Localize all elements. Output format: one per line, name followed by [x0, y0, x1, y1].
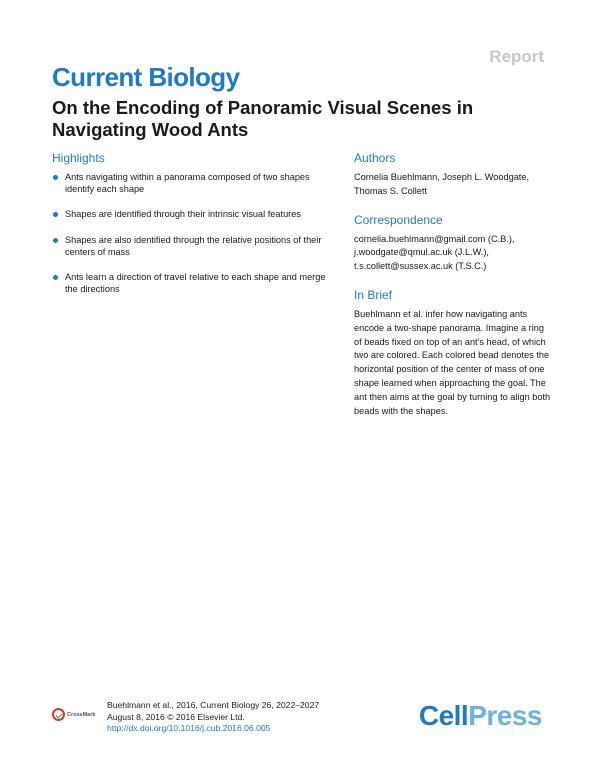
in-brief-section: [354, 288, 554, 418]
publication-date: August 8, 2016 © 2016 Elsevier Ltd.: [107, 711, 245, 722]
crossmark-badge[interactable]: [52, 708, 95, 721]
highlight-text: Shapes are also identified through the relative positions of their centers of mass: [65, 234, 322, 257]
bullet-icon: [53, 212, 58, 217]
correspondence-email-tsc[interactable]: t.s.collett@sussex.ac.uk (T.S.C.): [354, 261, 487, 272]
authors-heading: Authors: [354, 151, 396, 165]
in-brief-text: Buehlmann et al. infer how navigating ants encode a two-shape panorama. Imagine a ring of beads fixed on top of an ant's head, of which two are colored. Each colored bead denotes the horizontal position of the center of mass of one shape learned when approaching the goal. The ant then aims at the goal by turning to align both beads with the shapes.: [354, 308, 551, 416]
cellpress-logo-press: Press: [468, 700, 542, 731]
highlights-section: [52, 151, 337, 308]
doi-link[interactable]: http://dx.doi.org/10.1016/j.cub.2016.06.005: [107, 723, 271, 733]
correspondence-section: [354, 213, 554, 274]
authors-text: Cornelia Buehlmann, Joseph L. Woodgate, Thomas S. Collett: [354, 172, 530, 196]
highlight-text: Shapes are identified through their intrinsic visual features: [65, 209, 301, 220]
bullet-icon: [53, 275, 58, 280]
bullet-icon: [53, 175, 58, 180]
cellpress-logo-cell: Cell: [418, 700, 469, 731]
citation-text: Buehlmann et al., 2016, Current Biology 26, 2022–2027: [107, 700, 320, 710]
report-label: Report: [489, 47, 544, 66]
highlights-heading: Highlights: [52, 151, 105, 165]
highlight-item: [52, 208, 337, 220]
highlight-item: [52, 234, 337, 258]
correspondence-heading: Correspondence: [354, 212, 443, 227]
bullet-icon: [53, 238, 58, 243]
journal-name: Current Biology: [52, 62, 240, 92]
highlights-list: [52, 171, 337, 295]
crossmark-icon: [52, 708, 65, 721]
citation-block: [107, 700, 319, 735]
sidebar-info: [354, 151, 554, 432]
in-brief-heading: In Brief: [354, 287, 393, 302]
correspondence-email-jlw[interactable]: j.woodgate@qmul.ac.uk (J.L.W.),: [354, 247, 489, 258]
highlight-text: Ants learn a direction of travel relative to each shape and merge the directions: [65, 272, 326, 295]
authors-section: [354, 151, 554, 199]
article-title: On the Encoding of Panoramic Visual Scenes in Navigating Wood Ants: [52, 97, 474, 140]
crossmark-label: CrossMark: [67, 711, 96, 718]
cellpress-logo: [419, 700, 542, 732]
highlight-item: [52, 271, 337, 295]
highlight-item: [52, 171, 337, 195]
correspondence-email-cb[interactable]: cornelia.buehlmann@gmail.com (C.B.),: [354, 233, 515, 244]
highlight-text: Ants navigating within a panorama composed of two shapes identify each shape: [65, 172, 310, 195]
